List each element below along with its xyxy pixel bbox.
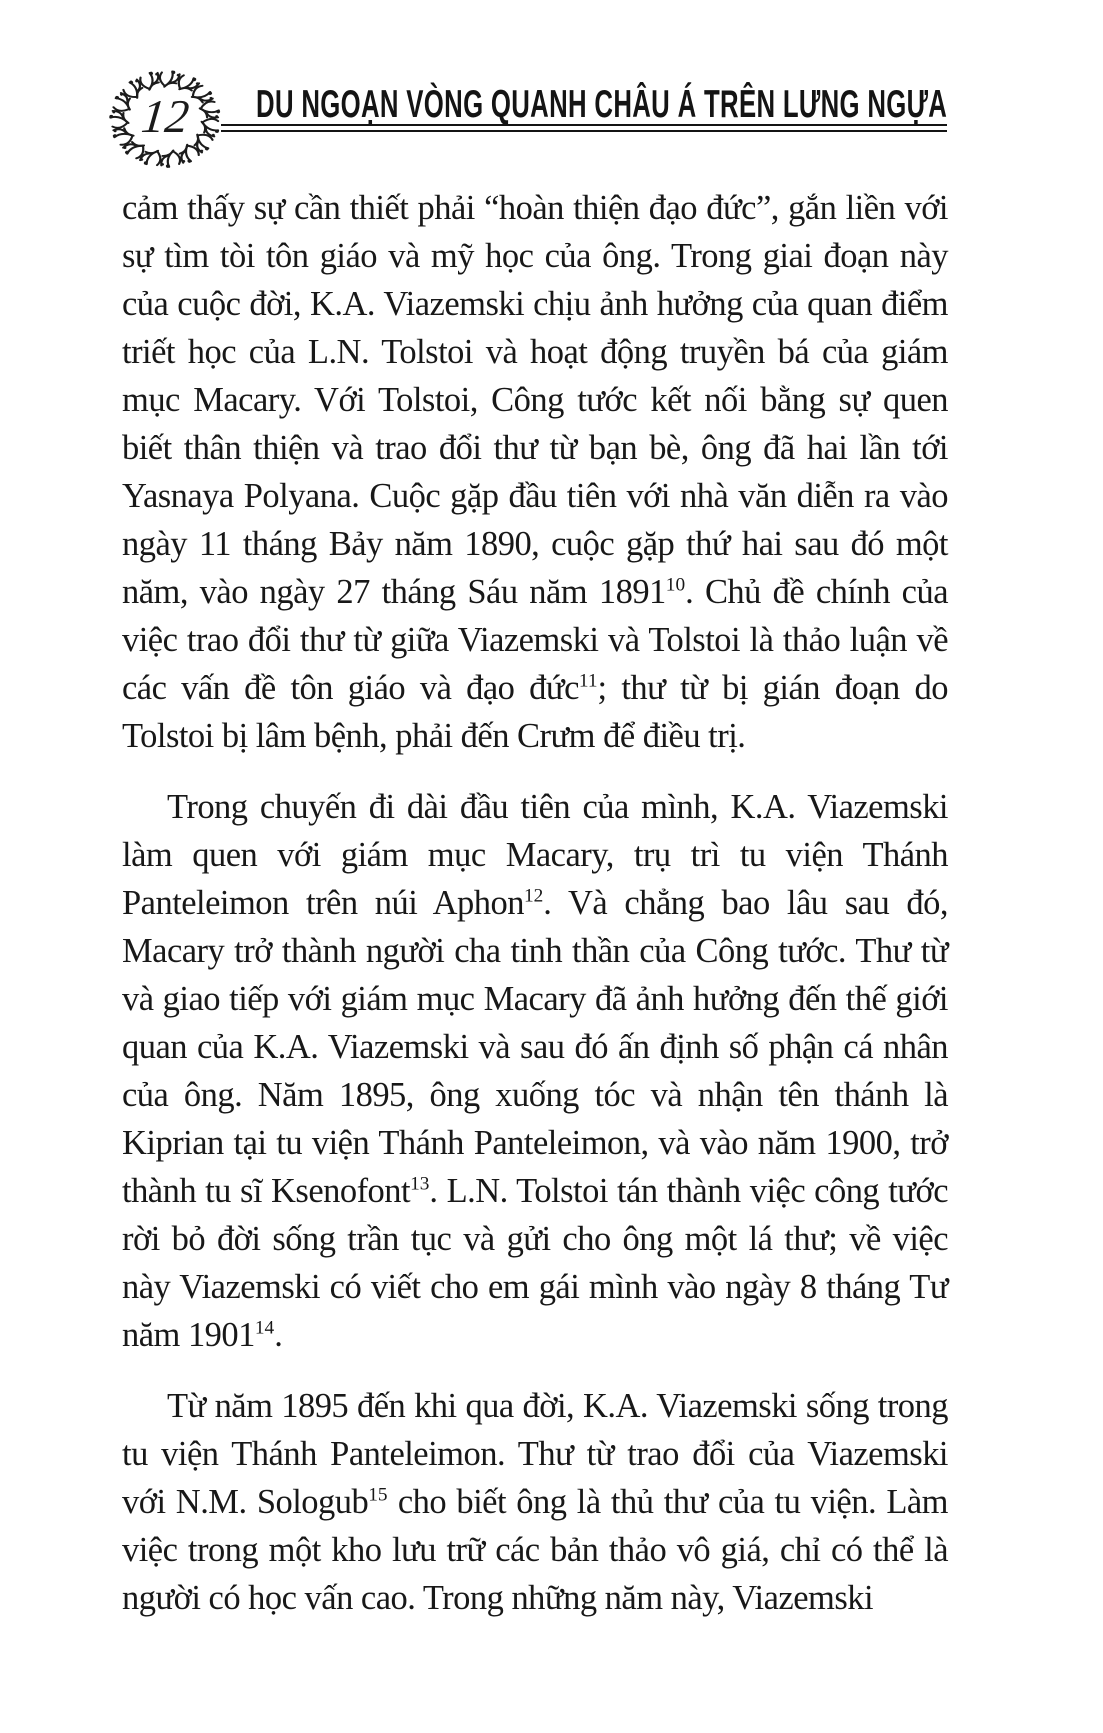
running-title: DU NGOẠN VÒNG QUANH CHÂU Á TRÊN LƯNG NGỰA <box>255 83 947 126</box>
footnote-ref: 15 <box>368 1484 388 1506</box>
page-number: 12 <box>138 91 192 143</box>
footnote-ref: 12 <box>523 885 544 907</box>
footnote-ref: 10 <box>665 574 686 596</box>
text-block <box>122 184 948 1645</box>
paragraph: Từ năm 1895 đến khi qua đời, K.A. Viazemski sống trong tu viện Thánh Panteleimon. Thư từ trao đổi của Viazemski với N.M. Sologub$^{15}$ cho biết ông là thủ thư của tu viện. Làm việc trong một kho lưu trữ các bản thảo vô giá, chỉ có thể là người có học vấn cao. Trong những năm này, Viazemski <box>122 1387 948 1617</box>
paragraph: Trong chuyến đi dài đầu tiên của mình, K.A. Viazemski làm quen với giám mục Macary, trụ trì tu viện Thánh Panteleimon trên núi Aphon$^{12}$. Và chẳng bao lâu sau đó, Macary trở thành người cha tinh thần của Công tước. Thư từ và giao tiếp với giám mục Macary đã ảnh hưởng đến thế giới quan của K.A. Viazemski và sau đó ấn định số phận cá nhân của ông. Năm 1895, ông xuống tóc và nhận tên thánh là Kiprian tại tu viện Thánh Panteleimon, và vào năm 1900, trở thành tu sĩ Ksenofont$^{13}$. L.N. Tolstoi tán thành việc công tước rời bỏ đời sống trần tục và gửi cho ông một lá thư; về việc này Viazemski có viết cho em gái mình vào ngày 8 tháng Tư năm 1901$^{14}$. <box>122 788 948 1354</box>
footnote-ref: 13 <box>410 1173 430 1195</box>
page-number-ornament <box>108 62 222 176</box>
header-double-rule <box>221 124 947 132</box>
footnote-ref: 11 <box>578 670 598 692</box>
paragraph: cảm thấy sự cần thiết phải “hoàn thiện đạo đức”, gắn liền với sự tìm tòi tôn giáo và mỹ học của ông. Trong giai đoạn này của cuộc đời, K.A. Viazemski chịu ảnh hưởng của quan điểm triết học của L.N. Tolstoi và hoạt động truyền bá của giám mục Macary. Với Tolstoi, Công tước kết nối bằng sự quen biết thân thiện và trao đổi thư từ bạn bè, ông đã hai lần tới Yasnaya Polyana. Cuộc gặp đầu tiên với nhà văn diễn ra vào ngày 11 tháng Bảy năm 1890, cuộc gặp thứ hai sau đó một năm, vào ngày 27 tháng Sáu năm 1891$^{10}$. Chủ đề chính của việc trao đổi thư từ giữa Viazemski và Tolstoi là thảo luận về các vấn đề tôn giáo và đạo đức$^{11}$; thư từ bị gián đoạn do Tolstoi bị lâm bệnh, phải đến Crưm để điều trị. <box>122 189 948 755</box>
footnote-ref: 14 <box>254 1317 275 1339</box>
